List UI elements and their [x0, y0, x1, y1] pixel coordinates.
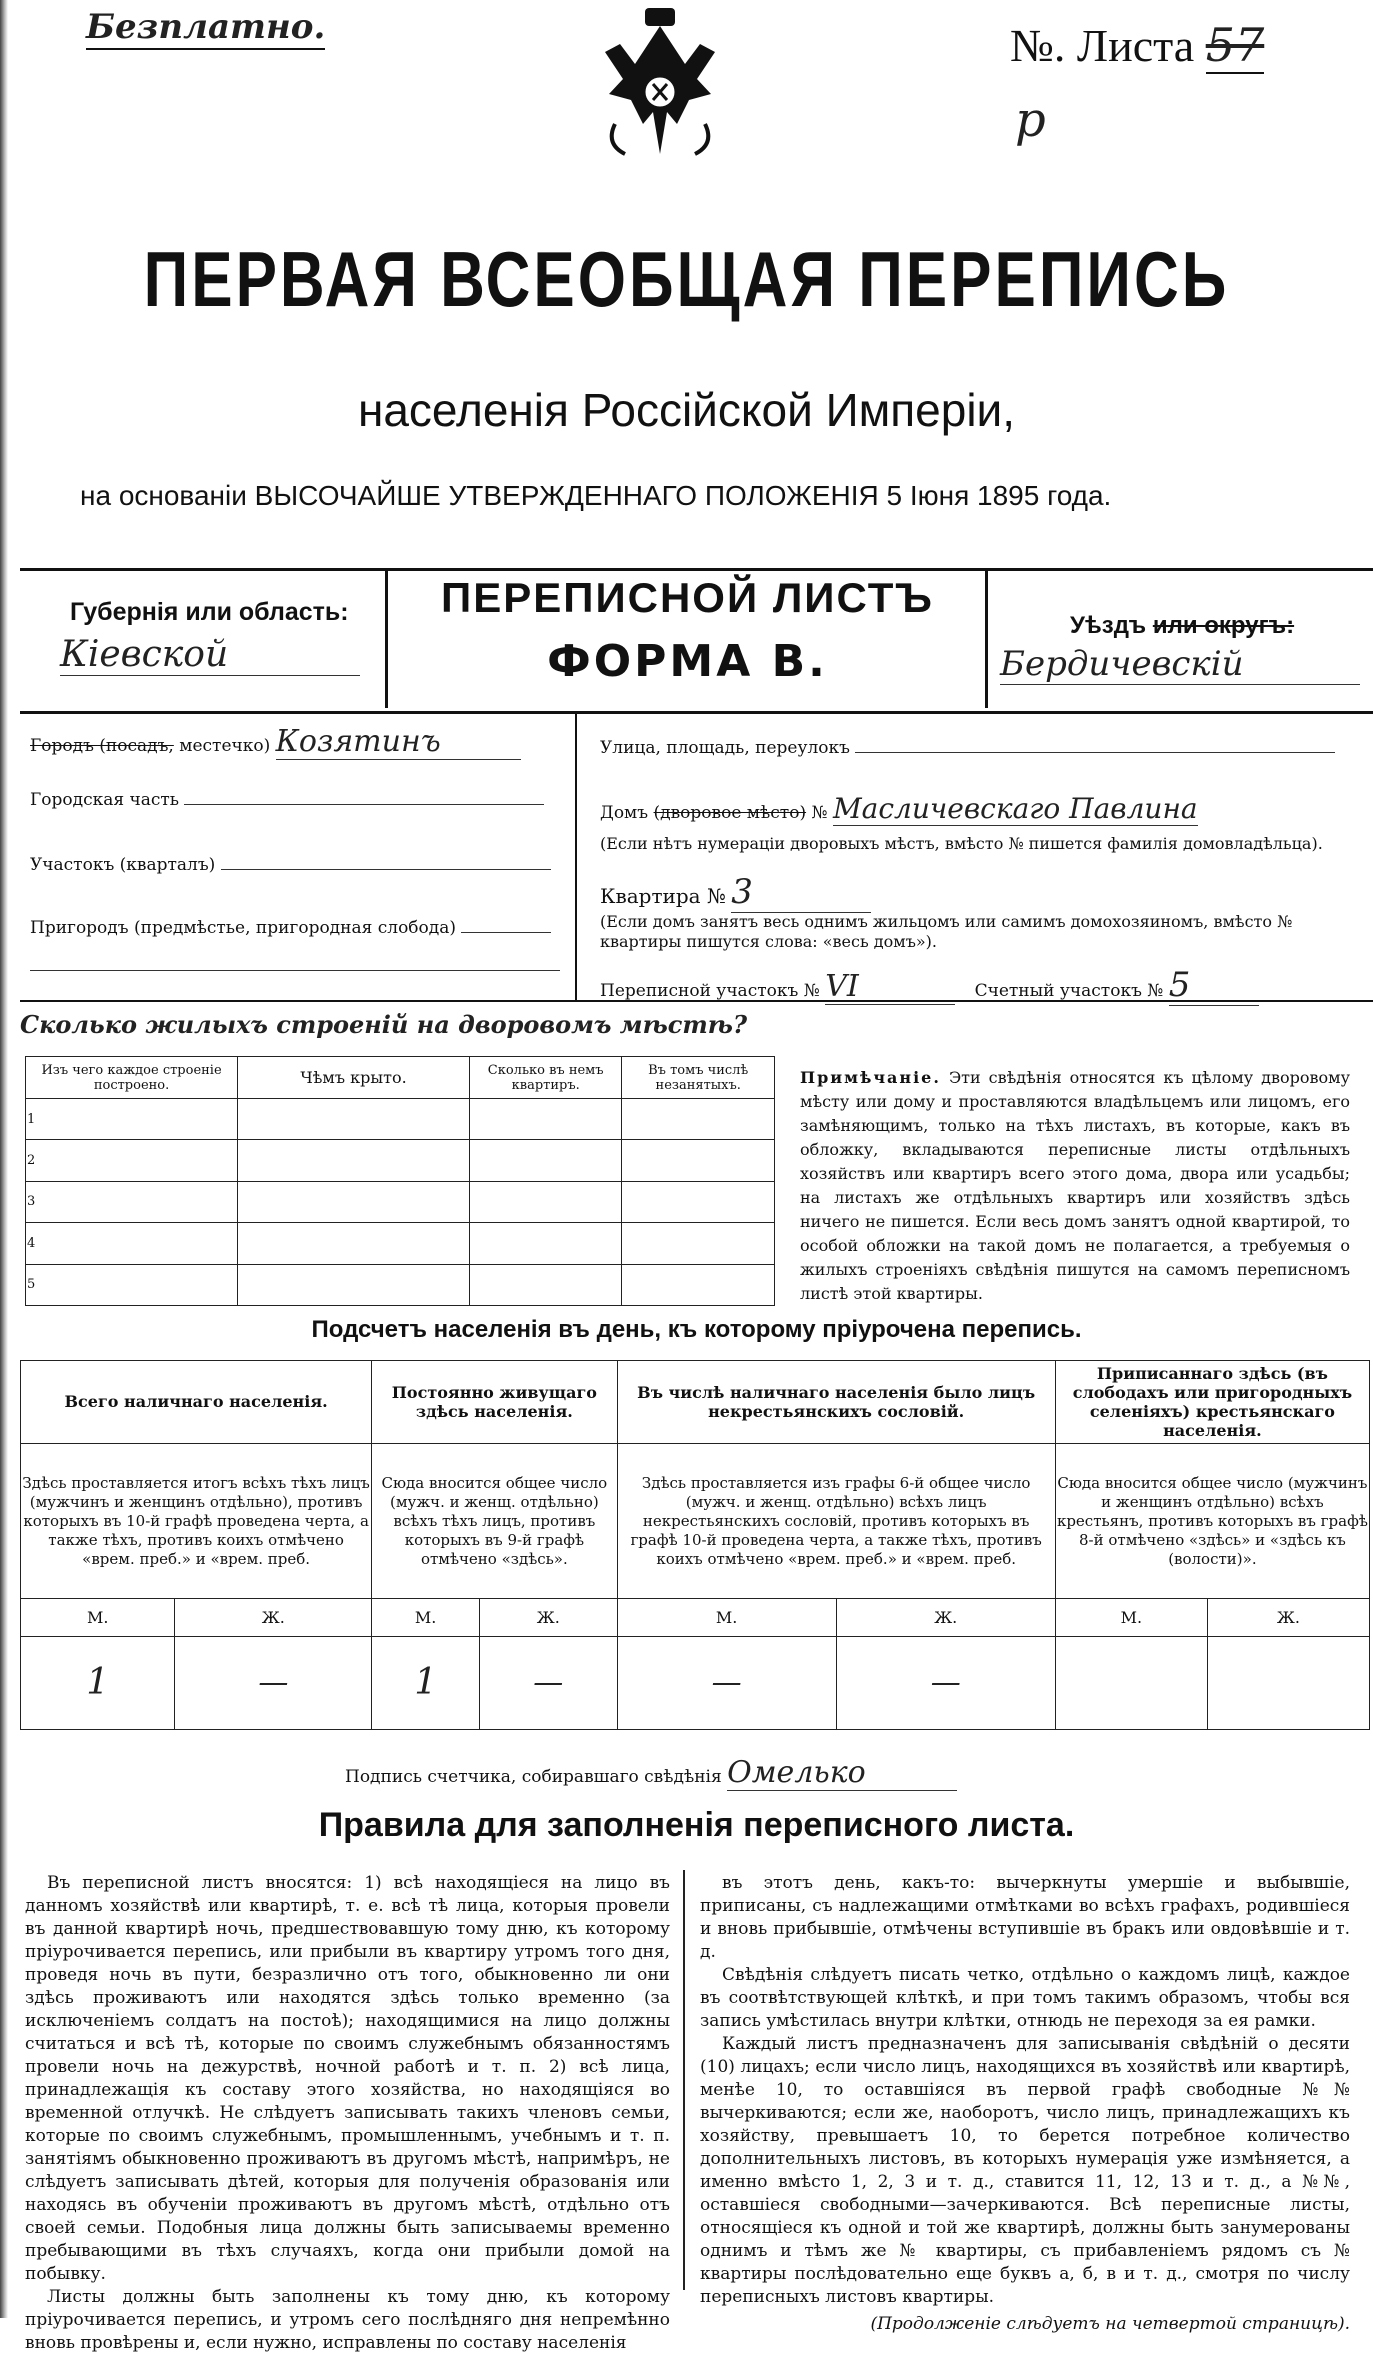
- gubernia-value: Кіевской: [60, 634, 360, 676]
- free-label: Безплатно.: [86, 6, 325, 50]
- buildings-row-num: 3: [26, 1181, 238, 1222]
- sheet-number-label: №. Листа: [1010, 20, 1195, 71]
- count-m-value: —: [617, 1636, 836, 1729]
- rules-continued: (Продолженіе слѣдуетъ на четвертой страницѣ).: [870, 2314, 1350, 2334]
- city-label: местечко): [179, 736, 271, 756]
- rules-right-paragraph: Свѣдѣнія слѣдуетъ писать четко, отдѣльно о каждомъ лицѣ, каждое въ соотвѣтствующей клѣткѣ, и при томъ такимъ образомъ, чтобы вся запись умѣстилась внутри клѣтки, отнюдь не переходя за ея рамки.: [700, 1965, 1350, 2031]
- uezd-value: Бердичевскій: [1000, 644, 1360, 685]
- count-f-value: —: [836, 1636, 1055, 1729]
- scan-edge: [0, 0, 8, 2318]
- count-m-value: 1: [372, 1636, 480, 1729]
- apartment-line: [600, 872, 1100, 913]
- count-table: [20, 1360, 1370, 1730]
- count-f-value: —: [480, 1636, 617, 1729]
- city-line: [30, 724, 560, 759]
- form-header-divider-left: [385, 568, 388, 708]
- count-m-label: М.: [21, 1599, 175, 1636]
- count-m-label: М.: [1055, 1599, 1207, 1636]
- rules-right-paragraph: въ этотъ день, какъ-то: вычеркнуты умершіе и выбывшіе, приписаны, съ надлежащими отмѣтками во всѣхъ графахъ, родившіеся и вновь прибывшіе, отмѣчены вступившіе въ бракъ или овдовѣвшіе и т. д.: [700, 1873, 1350, 1962]
- count-m-label: М.: [372, 1599, 480, 1636]
- count-m-value: 1: [21, 1636, 175, 1729]
- house-line: [600, 792, 1370, 825]
- street-line: [600, 738, 1360, 758]
- buildings-row-num: 2: [26, 1140, 238, 1181]
- count-f-value: [1207, 1636, 1369, 1729]
- district-line: [30, 790, 560, 810]
- count-head-total: Всего наличнаго населенія.: [21, 1361, 372, 1444]
- house-note: (Если нѣтъ нумераціи дворовыхъ мѣстъ, вмѣсто № пишется фамилія домовладѣльца).: [600, 834, 1323, 853]
- buildings-col-material: Изъ чего каждое строеніе построено.: [26, 1057, 238, 1099]
- district-label: Городская часть: [30, 790, 180, 810]
- street-label: Улица, площадь, переулокъ: [600, 738, 850, 758]
- census-area-value: VI: [825, 969, 955, 1005]
- city-value: Козятинъ: [276, 724, 521, 760]
- signature-label: Подпись счетчика, собиравшаго свѣдѣнія: [345, 1767, 722, 1787]
- rules-left-paragraph: Въ переписной листъ вносятся: 1) всѣ находящіеся на лицо въ данномъ хозяйствѣ или квартирѣ, т. е. всѣ тѣ лица, которыя провели въ данной квартирѣ ночь, предшествовавшую тому дню, къ которому пріурочивается перепись, или прибыли въ квартиру утромъ того дня, проведя ночь въ пути, безразлично отъ того, обыкновенно ли они здѣсь проживаютъ или находятся здѣсь только временно (за исключеніемъ солдатъ на постоѣ); находящимися на лицо должны считаться и всѣ тѣ, которые по своимъ служебнымъ обязанностямъ провели ночь на дежурствѣ, ночной работѣ и т. п. 2) всѣ лица, принадлежащія къ составу этого хозяйства, но находящіяся во временной отлучкѣ. Не слѣдуетъ записывать такихъ членовъ семьи, которые по своимъ служебнымъ, промышленнымъ, учебнымъ и т. п. занятіямъ обыкновенно проживаютъ въ другомъ мѣстѣ, напримѣръ, не слѣдуетъ записывать дѣтей, которыя для полученія образованія или находясь въ обученіи проживаютъ въ другомъ мѣстѣ, отдѣльно отъ своей семьи. Подобныя лица должны быть записываемы временно пребывающими въ тѣхъ случаяхъ, когда они прибыли домой на побывку.: [25, 1873, 670, 2284]
- buildings-question: Сколько жилыхъ строеній на дворовомъ мѣстѣ?: [20, 1010, 748, 1039]
- house-no-label: №: [811, 803, 828, 823]
- suburb-extra-line: [30, 970, 560, 971]
- uezd-label-strike: или округъ:: [1152, 612, 1295, 639]
- count-desc-peasant: Сюда вносится общее число (мужчинъ и женщинъ отдѣльно) всѣхъ крестьянъ, противъ которыхъ въ графѣ 8-й отмѣчено «здѣсь» и «здѣсь къ (волости)».: [1055, 1443, 1369, 1598]
- census-subtitle: населенія Россійской Имперіи,: [357, 384, 1016, 436]
- rules-right-column: [700, 1872, 1350, 2336]
- gubernia-label: Губернія или область:: [70, 598, 349, 626]
- section-line: [30, 855, 560, 875]
- buildings-col-apartments: Сколько въ немъ квартиръ.: [469, 1057, 621, 1099]
- buildings-table: [25, 1056, 775, 1306]
- count-head-peasant: Приписаннаго здѣсь (въ слободахъ или пригородныхъ селеніяхъ) крестьянскаго населенія.: [1055, 1361, 1369, 1444]
- sheet-number: [1010, 18, 1264, 72]
- rules-right-paragraph: Каждый листъ предназначенъ для записыванія свѣдѣній о десяти (10) лицахъ; если число лицъ, находящихся въ хозяйствѣ или квартирѣ, менѣе 10, то оставшіяся въ первой графѣ свободные №№ вычеркиваются; если же, наоборотъ, число лицъ, принадлежащихъ къ хозяйству, превышаетъ 10, то берется потребное количество дополнительныхъ листовъ, въ которыхъ нумерація уже измѣняется, а именно вмѣсто 1, 2, 3 и т. д., ставится 11, 12, 13 и т. д., а №№, оставшіеся свободными—зачеркиваются. Всѣ переписные листы, относящіеся къ одной и той же квартирѣ, должны быть занумерованы однимъ и тѣмъ же № квартиры, съ прибавленіемъ рядомъ съ № квартиры послѣдовательно еще буквъ а, б, в и т. д., смотря по числу переписныхъ листовъ квартиры.: [700, 2034, 1350, 2307]
- rules-divider: [683, 1870, 685, 2290]
- count-f-label: Ж.: [836, 1599, 1055, 1636]
- house-value: Масличевскаго Павлина: [832, 792, 1198, 825]
- apartment-label: Квартира №: [600, 884, 726, 908]
- house-label-strike: (дворовое мѣсто): [653, 803, 807, 823]
- city-label-strike: Городъ (посадъ,: [30, 736, 174, 756]
- apartment-value: 3: [731, 872, 871, 913]
- apartment-note: (Если домъ занятъ весь однимъ жильцомъ или самимъ домохозяиномъ, вмѣсто № квартиры пишутся слова: «весь домъ»).: [600, 912, 1293, 951]
- uezd-label-text: Уѣздъ: [1070, 612, 1147, 639]
- count-desc-total: Здѣсь проставляется итогъ всѣхъ тѣхъ лицъ (мужчинъ и женщинъ отдѣльно), противъ которыхъ въ 10-й графѣ проведена черта, а также тѣхъ, противъ коихъ отмѣчено «врем. преб.» и «врем. преб.: [21, 1443, 372, 1598]
- census-area-label: Переписной участокъ №: [600, 981, 820, 1001]
- suburb-line: [30, 918, 560, 938]
- suburb-label: Пригородъ (предмѣстье, пригородная слобода): [30, 918, 457, 938]
- count-head-non-peasant: Въ числѣ наличнаго населенія было лицъ некрестьянскихъ сословій.: [617, 1361, 1055, 1444]
- buildings-row-num: 5: [26, 1264, 238, 1305]
- form-header-divider-right: [985, 568, 988, 708]
- census-area-line: [600, 965, 1370, 1006]
- count-area-value: 5: [1169, 965, 1259, 1006]
- form-type: ФОРМА В.: [547, 636, 828, 687]
- form-name: ПЕРЕПИСНОЙ ЛИСТЪ: [441, 574, 934, 621]
- count-f-label: Ж.: [480, 1599, 617, 1636]
- buildings-note: [800, 1066, 1350, 1306]
- count-m-value: [1055, 1636, 1207, 1729]
- count-desc-permanent: Сюда вносится общее число (мужч. и женщ. отдѣльно) всѣхъ тѣхъ лицъ, противъ которыхъ въ 9-й графѣ отмѣчено «здѣсь».: [372, 1443, 617, 1598]
- buildings-note-title: Примѣчаніе.: [800, 1068, 941, 1087]
- count-desc-non-peasant: Здѣсь проставляется изъ графы 6-й общее число (мужч. и женщ. отдѣльно) всѣхъ лицъ некрестьянскихъ сословій, противъ которыхъ въ графѣ 10-й проведена черта, а также тѣхъ, противъ коихъ отмѣчено «врем. преб.» и «врем. преб.: [617, 1443, 1055, 1598]
- census-basis: на основаніи ВЫСОЧАЙШЕ УТВЕРЖДЕННАГО ПОЛОЖЕНІЯ 5 Іюня 1895 года.: [80, 480, 1112, 511]
- signature-value: Омелько: [727, 1755, 957, 1791]
- buildings-col-vacant: Въ томъ числѣ незанятыхъ.: [622, 1057, 775, 1099]
- rules-left-paragraph: Листы должны быть заполнены къ тому дню, къ которому пріурочивается перепись, и утромъ сего послѣдняго дня непремѣнно вновь провѣрены и, если нужно, исправлены по составу населенія: [25, 2287, 670, 2353]
- count-head-permanent: Постоянно живущаго здѣсь населенія.: [372, 1361, 617, 1444]
- buildings-row-num: 4: [26, 1223, 238, 1264]
- buildings-col-roof: Чѣмъ крыто.: [238, 1057, 470, 1099]
- sheet-number-value: 57: [1205, 18, 1265, 72]
- count-title: Подсчетъ населенія въ день, къ которому пріурочена перепись.: [311, 1316, 1082, 1343]
- section-label: Участокъ (кварталъ): [30, 855, 216, 875]
- count-f-label: Ж.: [1207, 1599, 1369, 1636]
- census-title: ПЕРВАЯ ВСЕОБЩАЯ ПЕРЕПИСЬ: [143, 237, 1230, 324]
- count-f-value: —: [175, 1636, 372, 1729]
- buildings-row-num: 1: [26, 1099, 238, 1140]
- count-area-label: Счетный участокъ №: [974, 981, 1164, 1001]
- buildings-note-text: Эти свѣдѣнія относятся къ цѣлому дворовому мѣсту или дому и проставляются владѣльцемъ или лицомъ, его замѣняющимъ, только на тѣхъ листахъ, въ которые, какъ въ обложку, вкладываются переписные листы отдѣльныхъ хозяйствъ или квартиръ всего этого дома, двора или усадьбы; на листахъ же отдѣльныхъ квартиръ или хозяйствъ здѣсь ничего не пишется. Если весь домъ занятъ одной квартирой, то особой обложки на такой домъ не полагается, а требуемыя о жилыхъ строеніяхъ свѣдѣнія пишутся на самомъ переписномъ листѣ этой квартиры.: [800, 1068, 1351, 1303]
- address-divider: [575, 712, 577, 1002]
- sheet-mark: р: [1015, 92, 1046, 148]
- imperial-eagle-emblem: [595, 4, 725, 169]
- count-f-label: Ж.: [175, 1599, 372, 1636]
- rules-title: Правила для заполненія переписного листа.: [318, 1806, 1075, 1844]
- house-label: Домъ: [600, 803, 649, 823]
- rules-left-column: [25, 1872, 670, 2355]
- count-m-label: М.: [617, 1599, 836, 1636]
- signature-line: [345, 1755, 1105, 1791]
- uezd-label: [1070, 612, 1294, 640]
